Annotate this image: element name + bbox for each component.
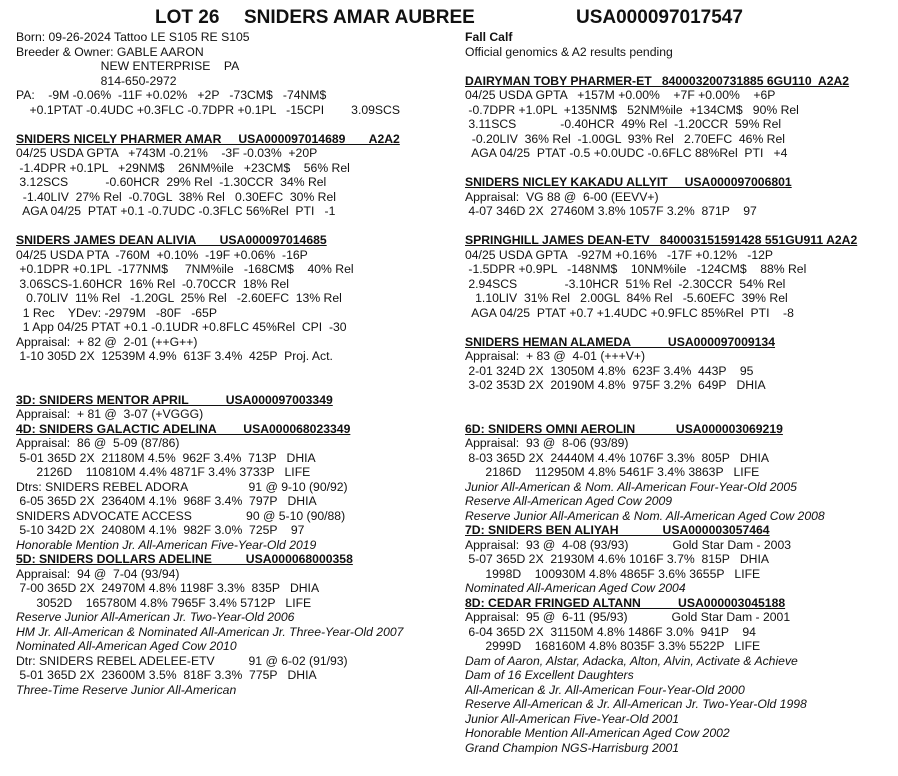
pedigree-line: AGA 04/25 PTAT +0.7 +1.4UDC +0.9FLC 85%Rel PTI -8 — [465, 305, 794, 320]
pedigree-line: 1.10LIV 31% Rel 2.00GL 84% Rel -5.60EFC 39% Rel — [465, 291, 788, 305]
spacer — [465, 161, 890, 176]
pedigree-line: 5-07 365D 2X 21930M 4.6% 1016F 3.7% 815P DHIA — [465, 552, 769, 566]
pedigree-line: -1.4DPR +0.1PL +29NM$ 26NM%ile +23CM$ 56% Rel — [16, 160, 350, 175]
pedigree-line: 2-01 324D 2X 13050M 4.8% 623F 3.4% 443P 95 — [465, 363, 754, 378]
pedigree-line: Reserve Junior All-American Jr. Two-Year-Old 2006 — [16, 610, 295, 624]
pedigree-line: Grand Champion NGS-Harrisburg 2001 — [465, 740, 680, 755]
pedigree-line: 8-03 365D 2X 24440M 4.4% 1076F 3.3% 805P DHIA — [465, 450, 769, 465]
pedigree-line: Dtrs: SNIDERS REBEL ADORA 91 @ 9-10 (90/92) — [16, 479, 348, 494]
pedigree-line: 04/25 USDA PTA -760M +0.10% -19F +0.06% -16P — [16, 247, 308, 262]
animal-name: SNIDERS AMAR AUBREE — [244, 7, 475, 28]
left-column — [16, 30, 446, 697]
pedigree-line: 3.11SCS -0.40HCR 49% Rel -1.20CCR 59% Rel — [465, 117, 782, 131]
pedigree-heading: 7D: SNIDERS BEN ALIYAH USA000003057464 — [465, 523, 770, 537]
pedigree-line: Appraisal: 94 @ 7-04 (93/94) — [16, 566, 180, 581]
pedigree-heading: SPRINGHILL JAMES DEAN-ETV 840003151591428 551GU911 A2A2 — [465, 233, 858, 247]
pedigree-line: Appraisal: + 83 @ 4-01 (+++V+) — [465, 349, 646, 363]
spacer — [465, 320, 890, 335]
pedigree-heading: 8D: CEDAR FRINGED ALTANN USA000003045188 — [465, 595, 786, 610]
pedigree-heading: SNIDERS NICELY PHARMER AMAR USA000097014689 A2A2 — [16, 131, 400, 146]
pedigree-line: Official genomics & A2 results pending — [465, 44, 673, 59]
pedigree-line: 814-650-2972 — [16, 73, 177, 88]
pedigree-line: Fall Calf — [465, 30, 513, 44]
pedigree-line: 5-10 342D 2X 24080M 4.1% 982F 3.0% 725P 97 — [16, 523, 305, 537]
pedigree-line: 2999D 168160M 4.8% 8035F 3.3% 5522P LIFE — [465, 639, 761, 653]
pedigree-line: 0.70LIV 11% Rel -1.20GL 25% Rel -2.60EFC 13% Rel — [16, 291, 342, 305]
pedigree-line: Breeder & Owner: GABLE AARON — [16, 44, 204, 59]
registration-number: USA000097017547 — [576, 7, 743, 28]
lot-title — [0, 6, 898, 30]
pedigree-line: NEW ENTERPRISE PA — [16, 59, 240, 73]
spacer — [465, 407, 890, 422]
pedigree-line: 2126D 110810M 4.4% 4871F 3.4% 3733P LIFE — [16, 465, 311, 479]
pedigree-line: -0.20LIV 36% Rel -1.00GL 93% Rel 2.70EFC 46% Rel — [465, 131, 785, 146]
spacer — [465, 219, 890, 234]
pedigree-line: PA: -9M -0.06% -11F +0.02% +2P -73CM$ -74NM$ — [16, 88, 327, 102]
pedigree-line: Appraisal: + 82 @ 2-01 (++G++) — [16, 334, 198, 349]
pedigree-heading: DAIRYMAN TOBY PHARMER-ET 840003200731885 6GU110 A2A2 — [465, 73, 850, 88]
pedigree-line: 1 Rec YDev: -2979M -80F -65P — [16, 305, 217, 320]
pedigree-heading: 4D: SNIDERS GALACTIC ADELINA USA000068023349 — [16, 421, 351, 436]
pedigree-line: Junior All-American & Nom. All-American Four-Year-Old 2005 — [465, 479, 797, 494]
pedigree-line: +0.1PTAT -0.4UDC +0.3FLC -0.7DPR +0.1PL -15CPI 3.09SCS — [16, 102, 400, 117]
pedigree-line: Three-Time Reserve Junior All-American — [16, 682, 237, 697]
pedigree-heading: 6D: SNIDERS OMNI AEROLIN USA000003069219 — [465, 421, 783, 436]
pedigree-line: 6-04 365D 2X 31150M 4.8% 1486F 3.0% 941P 94 — [465, 624, 756, 639]
right-column — [465, 30, 890, 755]
spacer — [16, 364, 446, 379]
pedigree-line: AGA 04/25 PTAT +0.1 -0.7UDC -0.3FLC 56%Rel PTI -1 — [16, 204, 336, 218]
pedigree-line: 3052D 165780M 4.8% 7965F 3.4% 5712P LIFE — [16, 595, 312, 610]
pedigree-line: 5-01 365D 2X 21180M 4.5% 962F 3.4% 713P DHIA — [16, 450, 316, 465]
pedigree-line: 1998D 100930M 4.8% 4865F 3.6% 3655P LIFE — [465, 566, 761, 581]
pedigree-line: 04/25 USDA GPTA -927M +0.16% -17F +0.12% -12P — [465, 247, 774, 262]
pedigree-heading: SNIDERS HEMAN ALAMEDA USA000097009134 — [465, 334, 775, 349]
pedigree-line: -1.5DPR +0.9PL -148NM$ 10NM%ile -124CM$ 88% Rel — [465, 262, 807, 276]
pedigree-line: 3.06SCS-1.60HCR 16% Rel -0.70CCR 18% Rel — [16, 276, 289, 291]
spacer — [16, 378, 446, 393]
pedigree-line: 6-05 365D 2X 23640M 4.1% 968F 3.4% 797P DHIA — [16, 494, 317, 508]
pedigree-line: Reserve All-American & Jr. All-American Jr. Two-Year-Old 1998 — [465, 697, 807, 711]
pedigree-line: Born: 09-26-2024 Tattoo LE S105 RE S105 — [16, 30, 250, 44]
pedigree-heading: 3D: SNIDERS MENTOR APRIL USA000097003349 — [16, 392, 333, 407]
pedigree-line: 04/25 USDA GPTA +157M +0.00% +7F +0.00% +6P — [465, 88, 776, 102]
pedigree-line: All-American & Jr. All-American Four-Year-Old 2000 — [465, 682, 745, 697]
pedigree-line: AGA 04/25 PTAT -0.5 +0.0UDC -0.6FLC 88%Rel PTI +4 — [465, 146, 788, 160]
pedigree-heading: SNIDERS JAMES DEAN ALIVIA USA000097014685 — [16, 233, 327, 247]
pedigree-line: 2186D 112950M 4.8% 5461F 3.4% 3863P LIFE — [465, 465, 760, 479]
pedigree-line: Appraisal: 86 @ 5-09 (87/86) — [16, 436, 180, 450]
pedigree-line: Dam of 16 Excellent Daughters — [465, 668, 634, 682]
pedigree-line: 5-01 365D 2X 23600M 3.5% 818F 3.3% 775P DHIA — [16, 668, 317, 682]
pedigree-line: Nominated All-American Aged Cow 2004 — [465, 581, 686, 595]
pedigree-line: -1.40LIV 27% Rel -0.70GL 38% Rel 0.30EFC 30% Rel — [16, 189, 336, 204]
pedigree-line: 4-07 346D 2X 27460M 3.8% 1057F 3.2% 871P 97 — [465, 204, 757, 218]
pedigree-line: 04/25 USDA GPTA +743M -0.21% -3F -0.03% +20P — [16, 146, 318, 160]
pedigree-line: Dtr: SNIDERS REBEL ADELEE-ETV 91 @ 6-02 (91/93) — [16, 653, 348, 668]
pedigree-line: 3-02 353D 2X 20190M 4.8% 975F 3.2% 649P DHIA — [465, 378, 766, 392]
pedigree-line: 7-00 365D 2X 24970M 4.8% 1198F 3.3% 835P DHIA — [16, 581, 320, 595]
pedigree-line: 1 App 04/25 PTAT +0.1 -0.1UDR +0.8FLC 45%Rel CPI -30 — [16, 320, 347, 334]
pedigree-heading: SNIDERS NICLEY KAKADU ALLYIT USA000097006801 — [465, 175, 792, 189]
pedigree-line: 2.94SCS -3.10HCR 51% Rel -2.30CCR 54% Rel — [465, 276, 786, 291]
spacer — [465, 393, 890, 408]
pedigree-line: 3.12SCS -0.60HCR 29% Rel -1.30CCR 34% Rel — [16, 175, 327, 189]
pedigree-line: Nominated All-American Aged Cow 2010 — [16, 639, 237, 653]
pedigree-line: Dam of Aaron, Alstar, Adacka, Alton, Alvin, Activate & Achieve — [465, 653, 798, 668]
pedigree-line: Reserve All-American Aged Cow 2009 — [465, 494, 673, 508]
pedigree-line: SNIDERS ADVOCATE ACCESS 90 @ 5-10 (90/88) — [16, 508, 346, 523]
pedigree-line: Appraisal: 93 @ 4-08 (93/93) Gold Star Dam - 2003 — [465, 537, 792, 552]
pedigree-line: Appraisal: VG 88 @ 6-00 (EEVV+) — [465, 189, 659, 204]
pedigree-line: Appraisal: + 81 @ 3-07 (+VGGG) — [16, 407, 204, 421]
spacer — [16, 117, 446, 132]
pedigree-line: Junior All-American Five-Year-Old 2001 — [465, 711, 680, 726]
pedigree-heading: 5D: SNIDERS DOLLARS ADELINE USA000068000358 — [16, 552, 353, 566]
pedigree-line: -0.7DPR +1.0PL +135NM$ 52NM%ile +134CM$ 90% Rel — [465, 102, 799, 117]
spacer — [465, 59, 890, 74]
pedigree-line: Reserve Junior All-American & Nom. All-American Aged Cow 2008 — [465, 508, 825, 523]
pedigree-line: Honorable Mention All-American Aged Cow 2002 — [465, 726, 730, 740]
pedigree-line: Appraisal: 95 @ 6-11 (95/93) Gold Star Dam - 2001 — [465, 610, 791, 624]
pedigree-line: Appraisal: 93 @ 8-06 (93/89) — [465, 436, 629, 450]
pedigree-line: HM Jr. All-American & Nominated All-American Jr. Three-Year-Old 2007 — [16, 624, 404, 639]
lot-number: LOT 26 — [155, 7, 220, 28]
pedigree-line: 1-10 305D 2X 12539M 4.9% 613F 3.4% 425P Proj. Act. — [16, 349, 333, 363]
pedigree-line: +0.1DPR +0.1PL -177NM$ 7NM%ile -168CM$ 40% Rel — [16, 262, 354, 276]
spacer — [16, 219, 446, 234]
pedigree-line: Honorable Mention Jr. All-American Five-Year-Old 2019 — [16, 537, 317, 552]
